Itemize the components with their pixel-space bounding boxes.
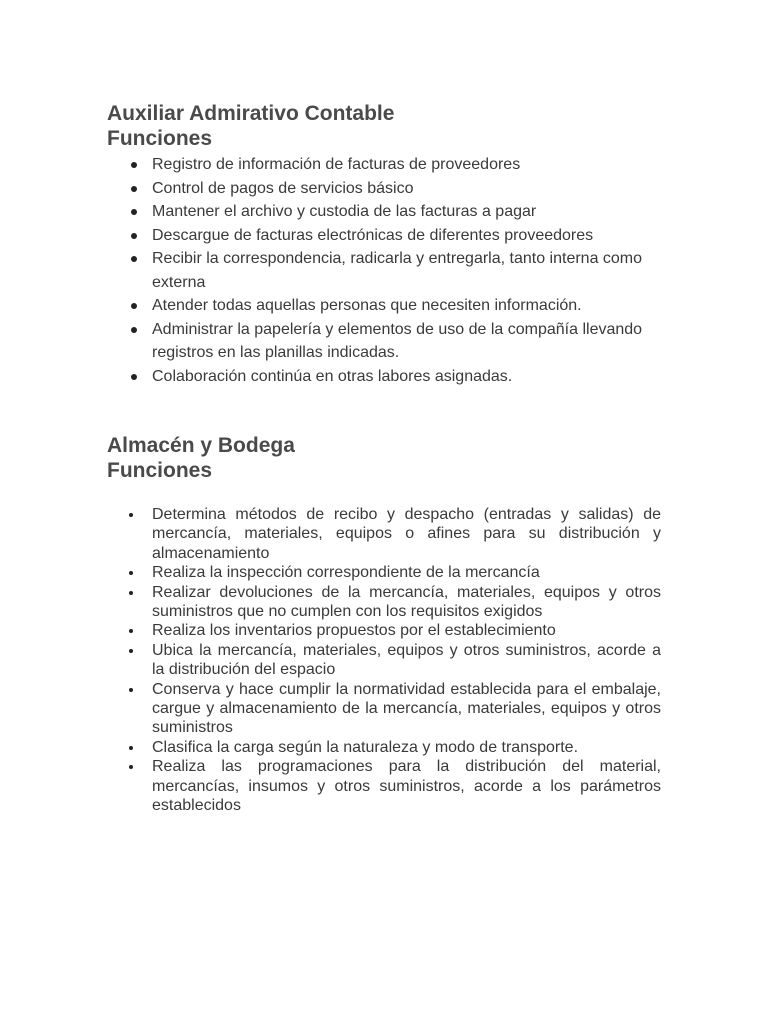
functions-list bbox=[107, 505, 661, 816]
list-item: Colaboración continúa en otras labores asignadas. bbox=[107, 365, 667, 389]
section-title: Almacén y Bodega bbox=[107, 434, 295, 457]
list-item: Conserva y hace cumplir la normatividad establecida para el embalaje, cargue y almacenamiento de la mercancía, materiales, equipos y otros suministros bbox=[107, 680, 661, 738]
list-item: Recibir la correspondencia, radicarla y entregarla, tanto interna como externa bbox=[107, 247, 667, 294]
section-subtitle: Funciones bbox=[107, 127, 213, 150]
list-item: Realiza las programaciones para la distribución del material, mercancías, insumos y otros suministros, acorde a los parámetros establecidos bbox=[107, 757, 661, 815]
section-auxiliar-contable bbox=[107, 101, 667, 388]
list-item: Determina métodos de recibo y despacho (entradas y salidas) de mercancía, materiales, equipos o afines para su distribución y almacenamiento bbox=[107, 505, 661, 563]
list-item: Realiza la inspección correspondiente de la mercancía bbox=[107, 563, 661, 582]
list-item: Registro de información de facturas de proveedores bbox=[107, 153, 667, 177]
section-almacen-bodega bbox=[107, 433, 661, 816]
list-item: Atender todas aquellas personas que necesiten información. bbox=[107, 294, 667, 318]
section-subtitle: Funciones bbox=[107, 459, 213, 482]
list-item: Descargue de facturas electrónicas de diferentes proveedores bbox=[107, 224, 667, 248]
list-item: Control de pagos de servicios básico bbox=[107, 177, 667, 201]
list-item: Realiza los inventarios propuestos por el establecimiento bbox=[107, 621, 661, 640]
list-item: Clasifica la carga según la naturaleza y modo de transporte. bbox=[107, 738, 661, 757]
section-title: Auxiliar Admirativo Contable bbox=[107, 102, 395, 125]
list-item: Administrar la papelería y elementos de uso de la compañía llevando registros en las planillas indicadas. bbox=[107, 318, 667, 365]
list-item: Realizar devoluciones de la mercancía, materiales, equipos y otros suministros que no cumplen con los requisitos exigidos bbox=[107, 583, 661, 622]
list-item: Mantener el archivo y custodia de las facturas a pagar bbox=[107, 200, 667, 224]
functions-list bbox=[107, 153, 667, 388]
list-item: Ubica la mercancía, materiales, equipos y otros suministros, acorde a la distribución del espacio bbox=[107, 641, 661, 680]
